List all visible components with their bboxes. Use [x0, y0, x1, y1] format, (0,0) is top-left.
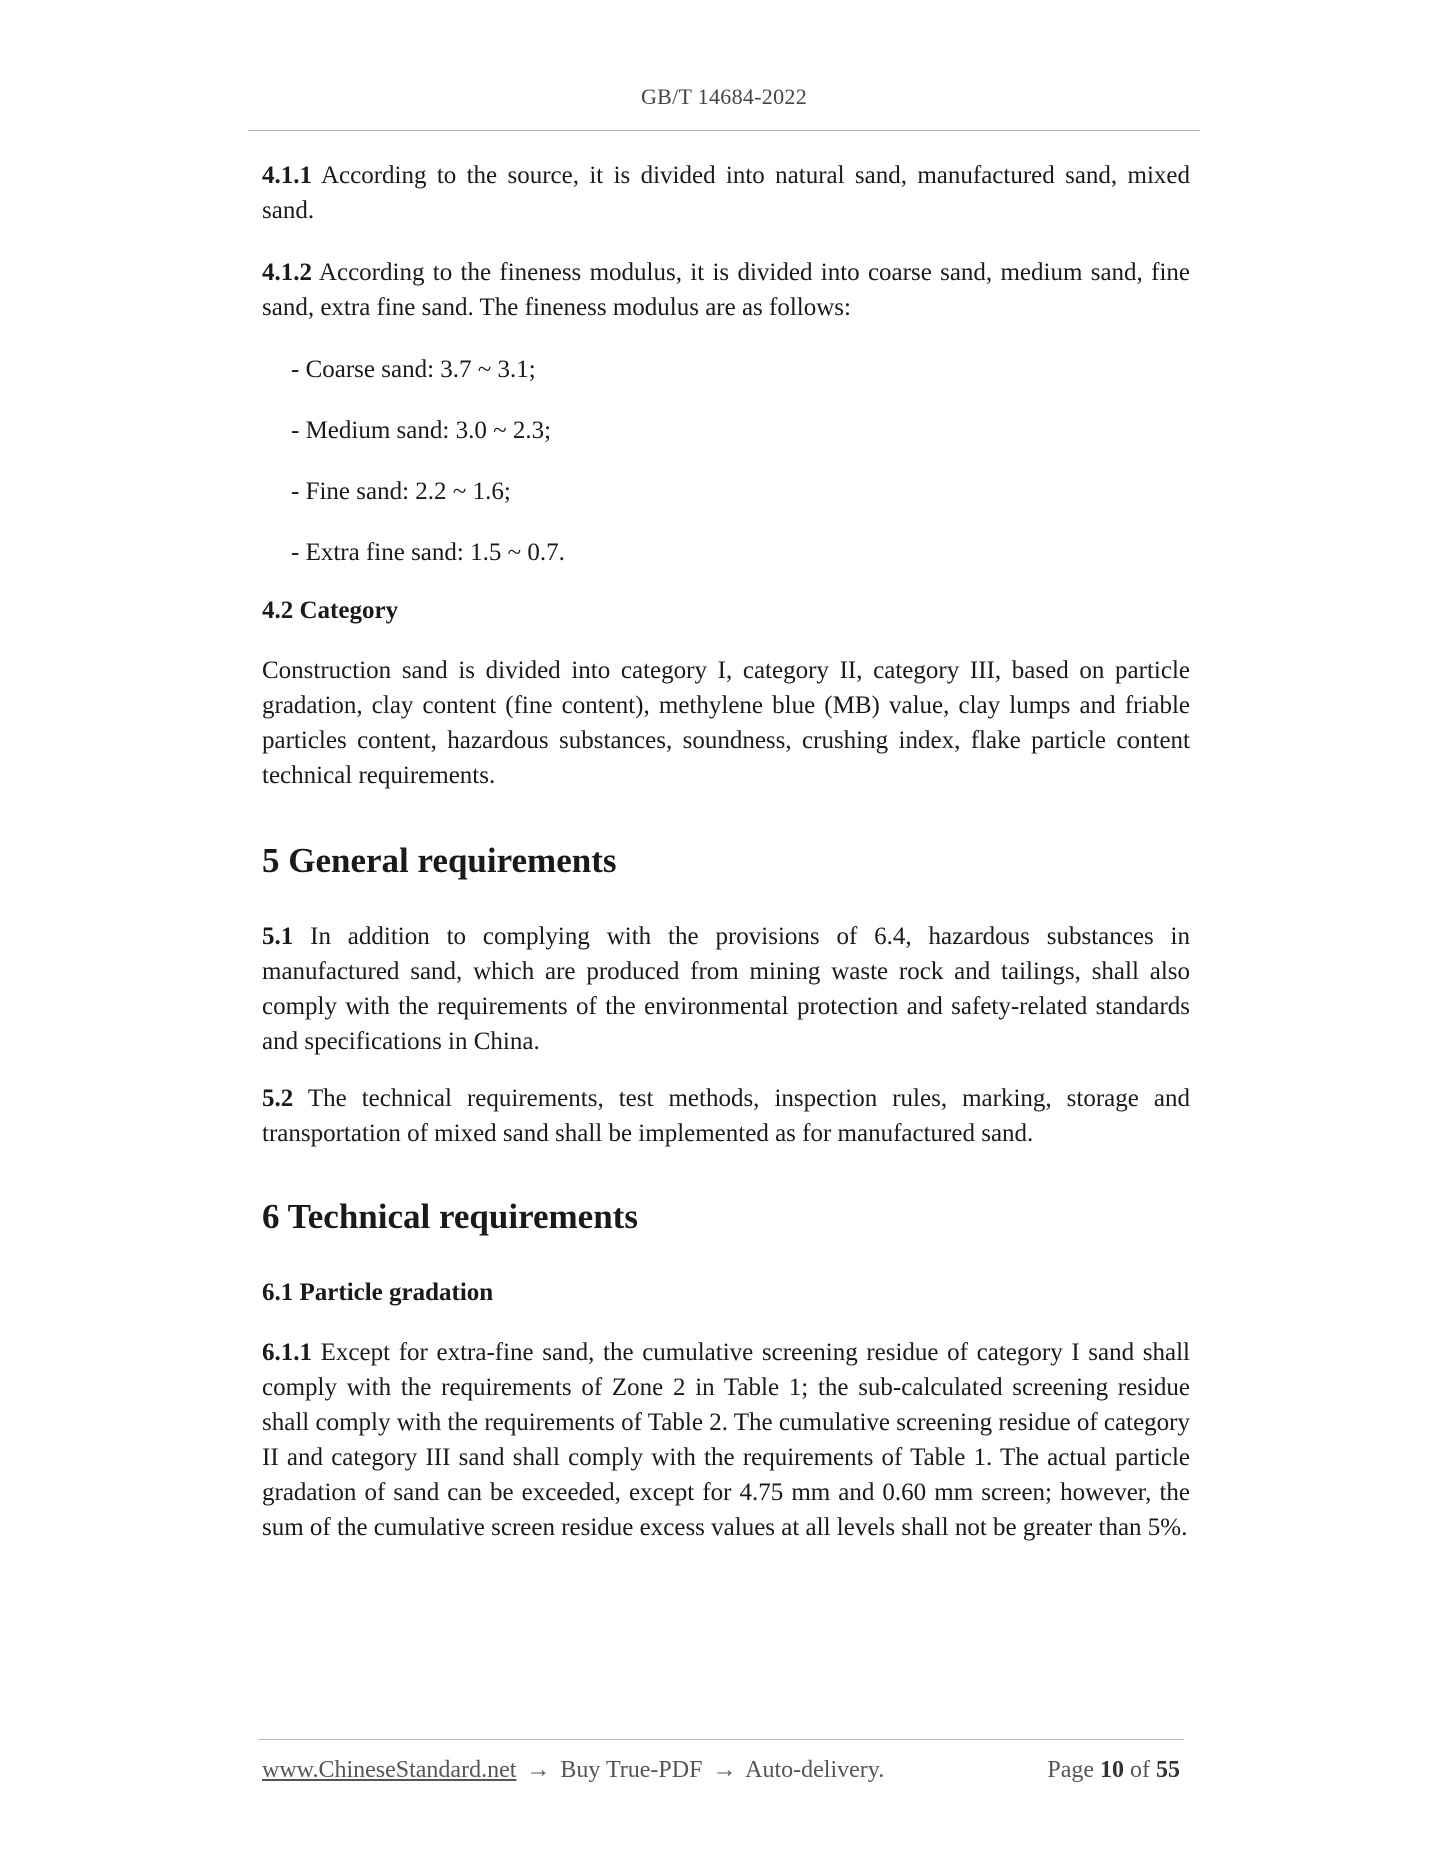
page-current: 10: [1100, 1757, 1124, 1783]
header-divider: [248, 130, 1200, 131]
list-item: - Medium sand: 3.0 ~ 2.3;: [291, 417, 552, 444]
page-label: Page: [1047, 1757, 1094, 1783]
of-label: of: [1130, 1757, 1150, 1783]
clause-number: 4.1.2: [262, 259, 312, 286]
list-item: - Fine sand: 2.2 ~ 1.6;: [291, 478, 511, 505]
page-content: [262, 158, 1190, 1545]
list-item: - Coarse sand: 3.7 ~ 3.1;: [291, 356, 536, 383]
delivery-text: Auto-delivery.: [745, 1757, 885, 1783]
fineness-list: [262, 352, 1190, 570]
clause-5-2: [262, 1081, 1190, 1151]
page-indicator: [1047, 1757, 1180, 1784]
clause-text: Except for extra-fine sand, the cumulative screening residue of category I sand shall comply with the requirements of Zone 2 in Table 1; the sub-calculated screening residue shall comply with the requirements of Table 2. The cumulative screening residue of category II and category III sand shall comply with the requirements of Table 1. The actual particle gradation of sand can be exceeded, except for 4.75 mm and 0.60 mm screen; however, the sum of the cumulative screen residue excess values at all levels shall not be greater than 5%.: [262, 1339, 1190, 1541]
arrow-right-icon: →: [712, 1757, 737, 1783]
clause-4-1-1: [262, 158, 1190, 228]
arrow-right-icon: →: [526, 1757, 551, 1783]
document-header: GB/T 14684-2022: [640, 84, 808, 109]
page-footer: [262, 1757, 1180, 1784]
footer-divider: [258, 1739, 1184, 1740]
clause-4-1-2: [262, 255, 1190, 325]
heading-6-1: 6.1 Particle gradation: [262, 1279, 494, 1306]
buy-text: Buy True-PDF: [560, 1757, 703, 1783]
clause-number: 5.2: [262, 1085, 294, 1112]
clause-text: According to the source, it is divided into natural sand, manufactured sand, mixed sand.: [262, 162, 1190, 224]
clause-text: In addition to complying with the provisions of 6.4, hazardous substances in manufactured sand, which are produced from mining waste rock and tailings, shall also comply with the requirements of the environmental protection and safety-related standards and specifications in China.: [262, 923, 1190, 1055]
clause-number: 5.1: [262, 923, 294, 950]
clause-text: According to the fineness modulus, it is divided into coarse sand, medium sand, fine sand, extra fine sand. The fineness modulus are as follows:: [262, 259, 1190, 321]
clause-text: The technical requirements, test methods, inspection rules, marking, storage and transportation of mixed sand shall be implemented as for manufactured sand.: [262, 1085, 1190, 1147]
clause-6-1-1: [262, 1335, 1190, 1545]
clause-4-2-body: Construction sand is divided into category I, category II, category III, based on particle gradation, clay content (fine content), methylene blue (MB) value, clay lumps and friable particles content, hazardous substances, soundness, crushing index, flake particle content technical requirements.: [262, 657, 1190, 789]
heading-section-6: 6 Technical requirements: [262, 1197, 638, 1236]
clause-5-1: [262, 919, 1190, 1059]
page-total: 55: [1156, 1757, 1180, 1783]
heading-section-5: 5 General requirements: [262, 841, 617, 880]
clause-number: 4.1.1: [262, 162, 312, 189]
list-item: - Extra fine sand: 1.5 ~ 0.7.: [291, 539, 565, 566]
clause-number: 6.1.1: [262, 1339, 312, 1366]
website-link[interactable]: www.ChineseStandard.net: [262, 1757, 517, 1783]
heading-4-2: 4.2 Category: [262, 597, 399, 624]
